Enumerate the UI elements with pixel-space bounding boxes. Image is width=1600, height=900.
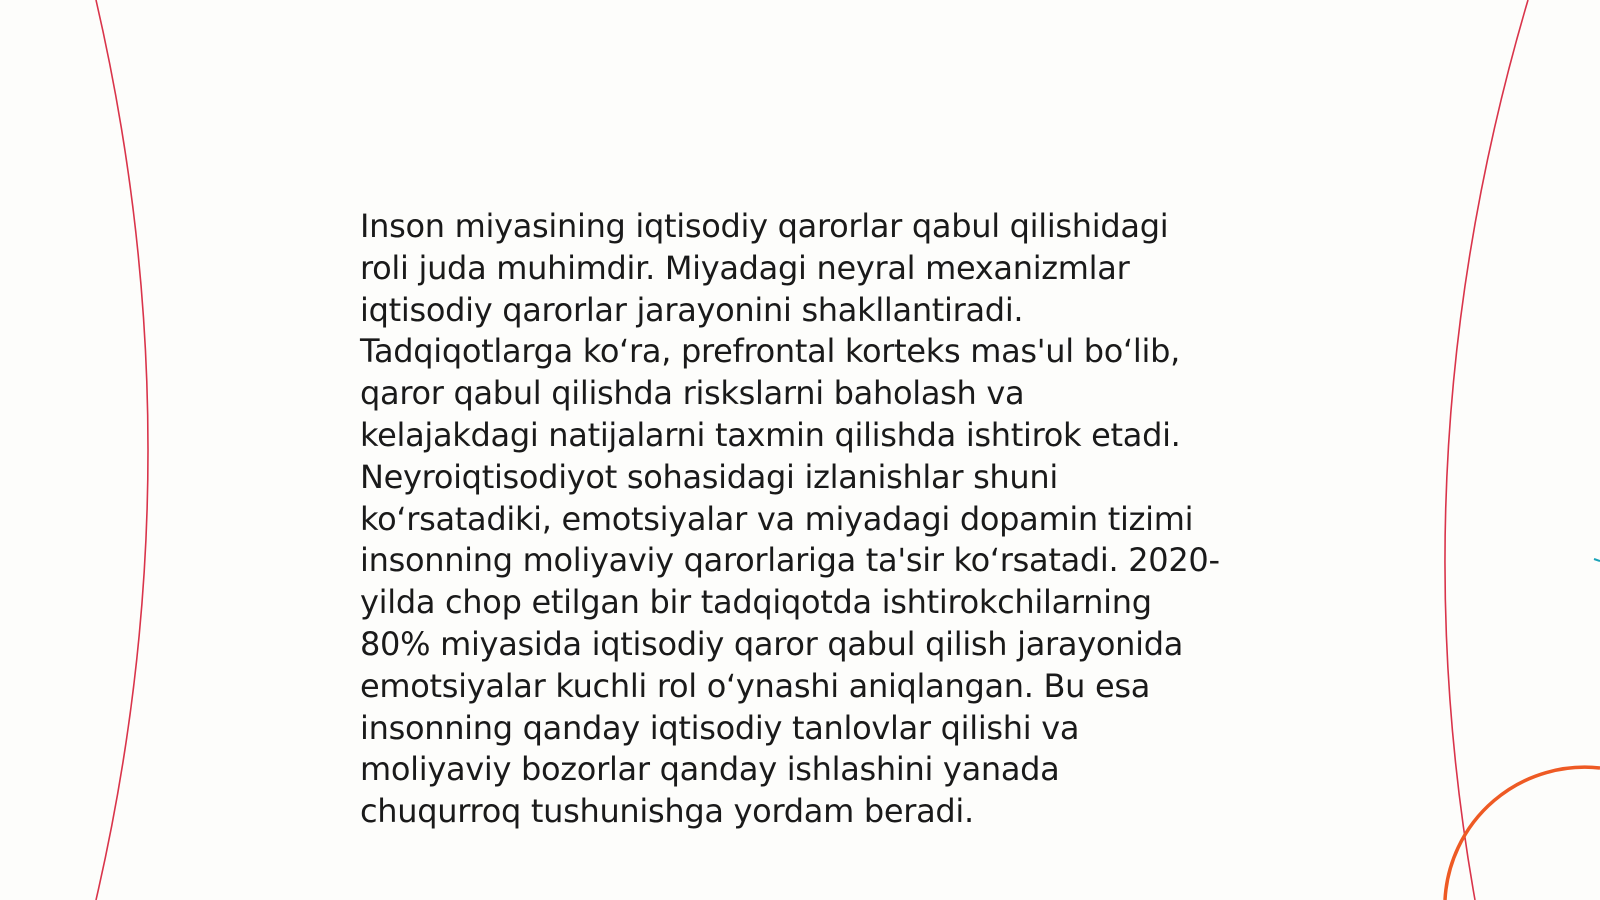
right-curve-line <box>1445 0 1528 900</box>
left-curve-line <box>96 0 148 900</box>
orange-arc <box>1445 767 1600 900</box>
body-paragraph: Inson miyasining iqtisodiy qarorlar qabul qilishidagi roli juda muhimdir. Miyadagi neyral mexanizmlar iqtisodiy qarorlar jarayonini shakllantiradi. Tadqiqotlarga koʻra, prefrontal korteks mas'ul boʻlib, qaror qabul qilishda riskslarni baholash va kelajakdagi natijalarni taxmin qilishda ishtirok etadi. Neyroiqtisodiyot sohasidagi izlanishlar shuni koʻrsatadiki, emotsiyalar va miyadagi dopamin tizimi insonning moliyaviy qarorlariga ta'sir koʻrsatadi. 2020- yilda chop etilgan bir tadqiqotda ishtirokchilarning 80% miyasida iqtisodiy qaror qabul qilish jarayonida emotsiyalar kuchli rol oʻynashi aniqlangan. Bu esa insonning qanday iqtisodiy tanlovlar qilishi va moliyaviy bozorlar qanday ishlashini yanada chuqurroq tushunishga yordam beradi. <box>360 207 1220 831</box>
teal-mark <box>1594 559 1600 561</box>
